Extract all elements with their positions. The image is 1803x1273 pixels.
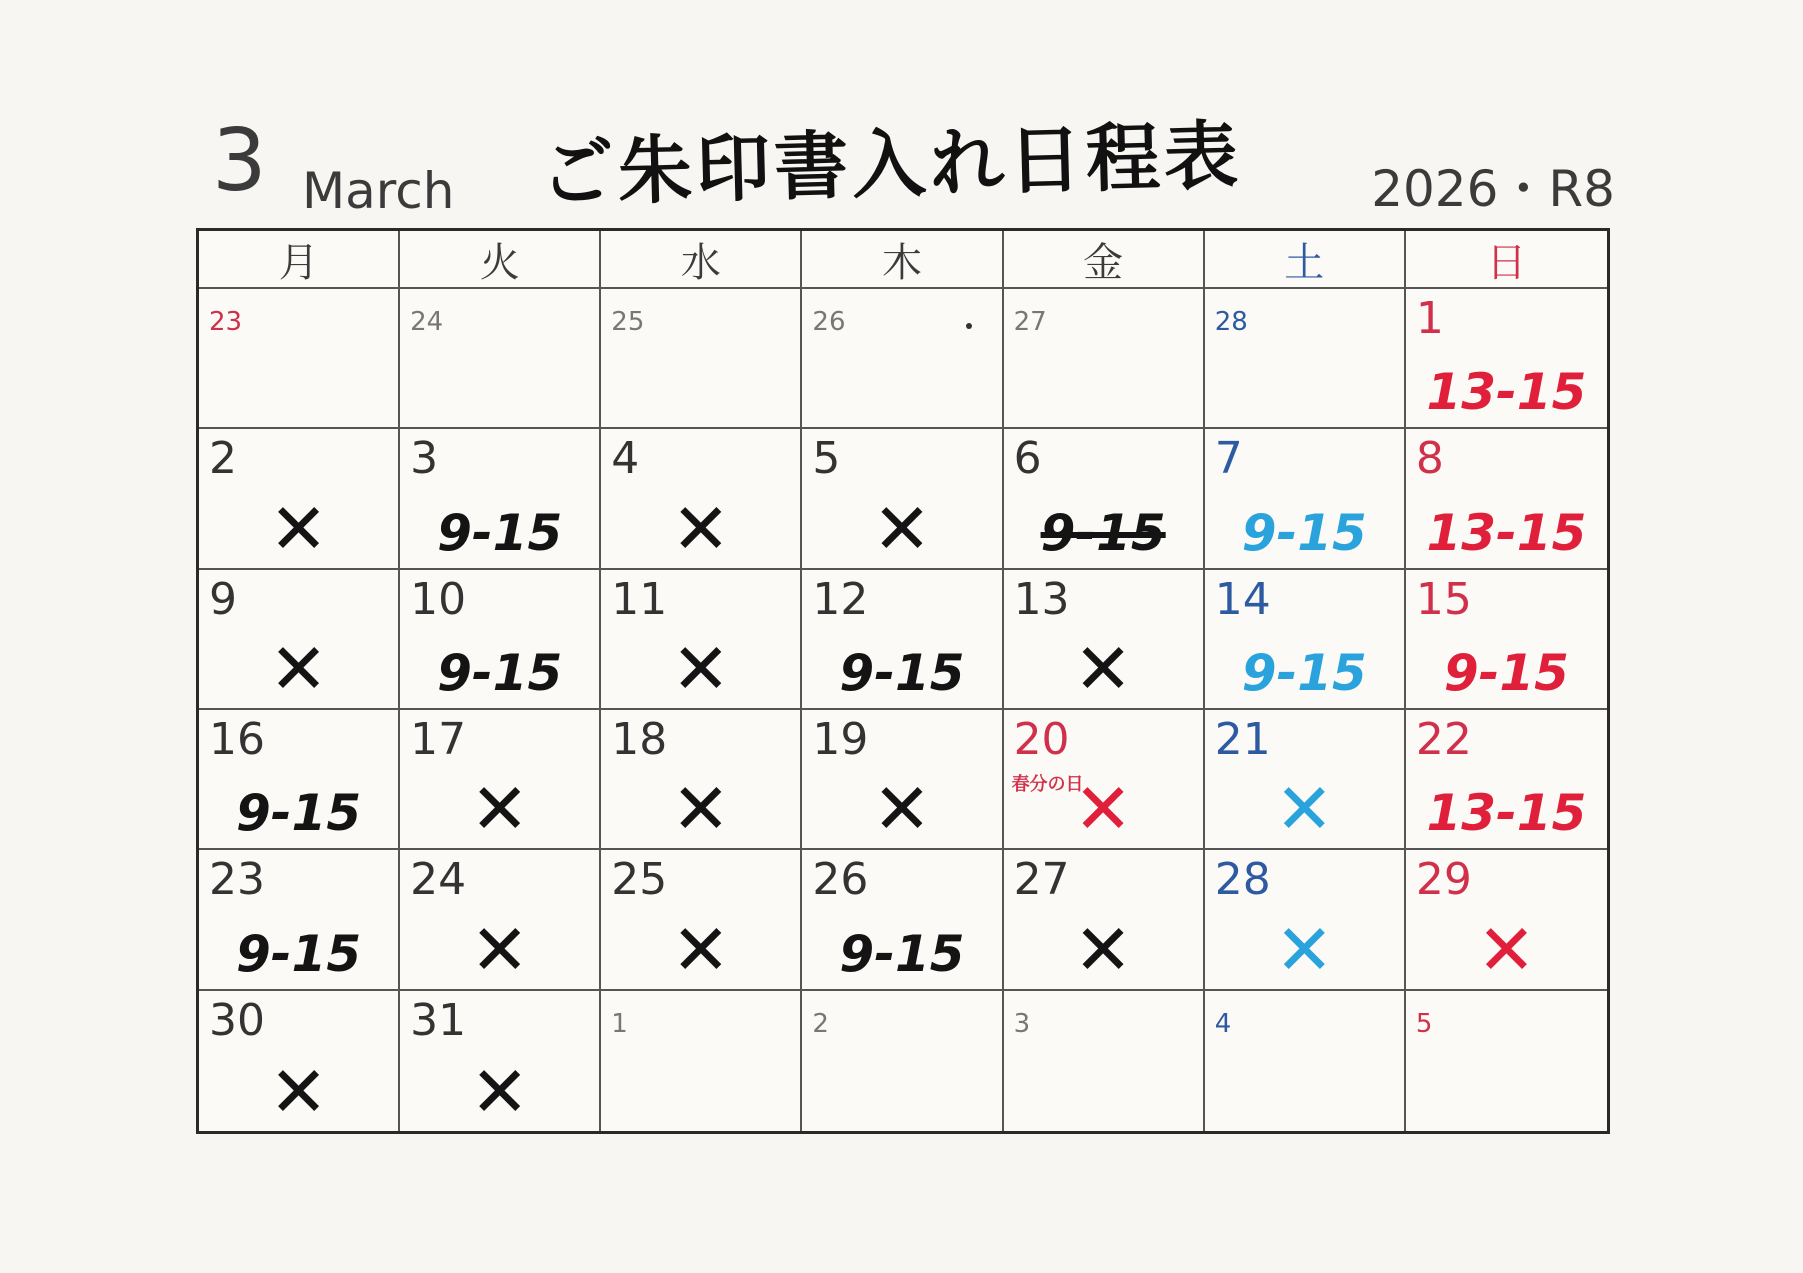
- day-cell: [1205, 570, 1406, 710]
- weekday-header: 金: [1004, 231, 1205, 289]
- unavailable-mark: ✕: [1073, 908, 1133, 991]
- month-name: March: [302, 162, 455, 220]
- day-number: 27: [1013, 854, 1070, 906]
- day-number: 28: [1214, 854, 1271, 906]
- weekday-header: 水: [601, 231, 802, 289]
- time-slot: 9-15: [236, 784, 362, 843]
- time-slot: 9-15: [839, 643, 965, 702]
- day-cell: [802, 991, 1003, 1131]
- unavailable-mark: ✕: [1073, 627, 1133, 710]
- day-number: 16: [209, 713, 265, 765]
- day-cell: [802, 710, 1003, 850]
- day-cell: [1406, 850, 1607, 990]
- unavailable-mark: ✕: [671, 908, 731, 991]
- day-number: 30: [209, 994, 265, 1046]
- day-number: 26: [812, 307, 846, 337]
- weekday-header: 日: [1406, 231, 1607, 289]
- time-slot: 9-15: [437, 503, 563, 562]
- unavailable-mark: ✕: [470, 1050, 530, 1131]
- day-cell: [1406, 710, 1607, 850]
- day-cell: [1205, 850, 1406, 990]
- time-slot: 9-15: [236, 924, 362, 983]
- day-cell: [601, 570, 802, 710]
- day-cell: [199, 850, 400, 990]
- day-cell: [400, 429, 601, 569]
- day-number: 21: [1214, 713, 1271, 765]
- time-slot: 9-15: [437, 643, 563, 702]
- time-slot: 9-15: [839, 924, 965, 983]
- calendar-grid: [196, 228, 1610, 1134]
- time-slot: 9-15: [1241, 503, 1367, 562]
- unavailable-mark: ✕: [269, 627, 328, 710]
- day-cell: [601, 710, 802, 850]
- unavailable-mark: ✕: [671, 487, 731, 570]
- day-number: 19: [812, 713, 869, 765]
- weekday-header: 火: [400, 231, 601, 289]
- day-cell: [199, 710, 400, 850]
- day-number: 10: [410, 573, 467, 625]
- day-number: 4: [1214, 1008, 1232, 1039]
- day-cell: [400, 991, 601, 1131]
- day-cell: [601, 850, 802, 990]
- time-slot: 9-15: [1040, 503, 1166, 562]
- day-number: 13: [1013, 573, 1070, 625]
- time-slot: 9-15: [1443, 643, 1569, 702]
- unavailable-mark: ✕: [872, 487, 932, 570]
- year-label: 2026・R8: [1371, 160, 1615, 218]
- time-slot: 13-15: [1426, 363, 1587, 422]
- day-cell: [1406, 429, 1607, 569]
- day-cell: [1205, 429, 1406, 569]
- day-number: 22: [1415, 713, 1472, 765]
- day-number: 23: [209, 854, 265, 906]
- day-number: 5: [1415, 1008, 1433, 1039]
- day-cell: [802, 850, 1003, 990]
- day-cell: [601, 991, 802, 1131]
- day-cell: [1406, 289, 1607, 429]
- day-number: 3: [1013, 1008, 1031, 1039]
- unavailable-mark: ✕: [671, 627, 731, 710]
- unavailable-mark: ✕: [671, 768, 731, 851]
- day-number: 24: [410, 854, 467, 906]
- day-number: 4: [611, 433, 640, 485]
- day-number: 23: [209, 307, 243, 337]
- unavailable-mark: ✕: [1073, 768, 1133, 851]
- day-number: 17: [410, 713, 467, 765]
- day-number: 1: [1415, 293, 1444, 344]
- day-number: 20: [1013, 713, 1070, 765]
- holiday-label: 春分の日: [1011, 773, 1084, 795]
- day-cell: [400, 850, 601, 990]
- day-number: 27: [1013, 307, 1047, 337]
- day-cell: [1205, 289, 1406, 429]
- day-cell: [199, 289, 400, 429]
- day-cell: [1205, 991, 1406, 1131]
- day-number: 25: [611, 854, 668, 906]
- unavailable-mark: ✕: [1274, 908, 1334, 991]
- day-cell: [400, 289, 601, 429]
- day-number: 5: [812, 433, 841, 485]
- day-cell: [400, 710, 601, 850]
- day-cell: [601, 289, 802, 429]
- day-cell: [1004, 570, 1205, 710]
- day-cell: [1406, 570, 1607, 710]
- unavailable-mark: ✕: [269, 487, 328, 570]
- day-number: 8: [1415, 433, 1444, 485]
- day-number: 14: [1214, 573, 1271, 625]
- day-cell: [199, 429, 400, 569]
- weekday-header: 土: [1205, 231, 1406, 289]
- unavailable-mark: ✕: [269, 1050, 328, 1131]
- unavailable-mark: ✕: [1274, 768, 1334, 851]
- day-cell: [1004, 429, 1205, 569]
- day-number: 28: [1214, 307, 1248, 337]
- unavailable-mark: ✕: [470, 908, 530, 991]
- unavailable-mark: ✕: [872, 768, 932, 851]
- day-cell: [601, 429, 802, 569]
- day-cell: [802, 429, 1003, 569]
- time-slot: 9-15: [1241, 643, 1367, 702]
- day-number: 1: [611, 1008, 628, 1039]
- day-cell: [1004, 710, 1205, 850]
- day-number: 11: [611, 573, 668, 625]
- day-number: 18: [611, 713, 668, 765]
- unavailable-mark: ✕: [1477, 908, 1536, 991]
- dot-mark: [966, 323, 972, 329]
- month-number: 3: [212, 111, 267, 211]
- day-number: 2: [812, 1008, 829, 1039]
- day-number: 15: [1415, 573, 1472, 625]
- day-cell: [400, 570, 601, 710]
- day-cell: [1004, 991, 1205, 1131]
- page-title: ご朱印書入れ日程表: [538, 112, 1244, 218]
- day-number: 2: [209, 433, 237, 485]
- day-cell: [1004, 850, 1205, 990]
- day-number: 29: [1415, 854, 1472, 906]
- day-number: 24: [410, 307, 444, 337]
- day-cell: [199, 570, 400, 710]
- day-number: 12: [812, 573, 869, 625]
- time-slot: 13-15: [1426, 784, 1587, 843]
- day-number: 31: [410, 994, 467, 1046]
- weekday-header: 木: [802, 231, 1003, 289]
- day-number: 6: [1013, 433, 1042, 485]
- weekday-header: 月: [199, 231, 400, 289]
- unavailable-mark: ✕: [470, 768, 530, 851]
- day-cell: [199, 991, 400, 1131]
- day-cell: [802, 570, 1003, 710]
- day-number: 9: [209, 573, 237, 625]
- day-cell: [1004, 289, 1205, 429]
- day-number: 26: [812, 854, 869, 906]
- day-number: 7: [1214, 433, 1243, 485]
- day-cell: [802, 289, 1003, 429]
- day-cell: [1406, 991, 1607, 1131]
- day-cell: [1205, 710, 1406, 850]
- day-number: 3: [410, 433, 439, 485]
- day-number: 25: [611, 307, 645, 337]
- time-slot: 13-15: [1426, 503, 1587, 562]
